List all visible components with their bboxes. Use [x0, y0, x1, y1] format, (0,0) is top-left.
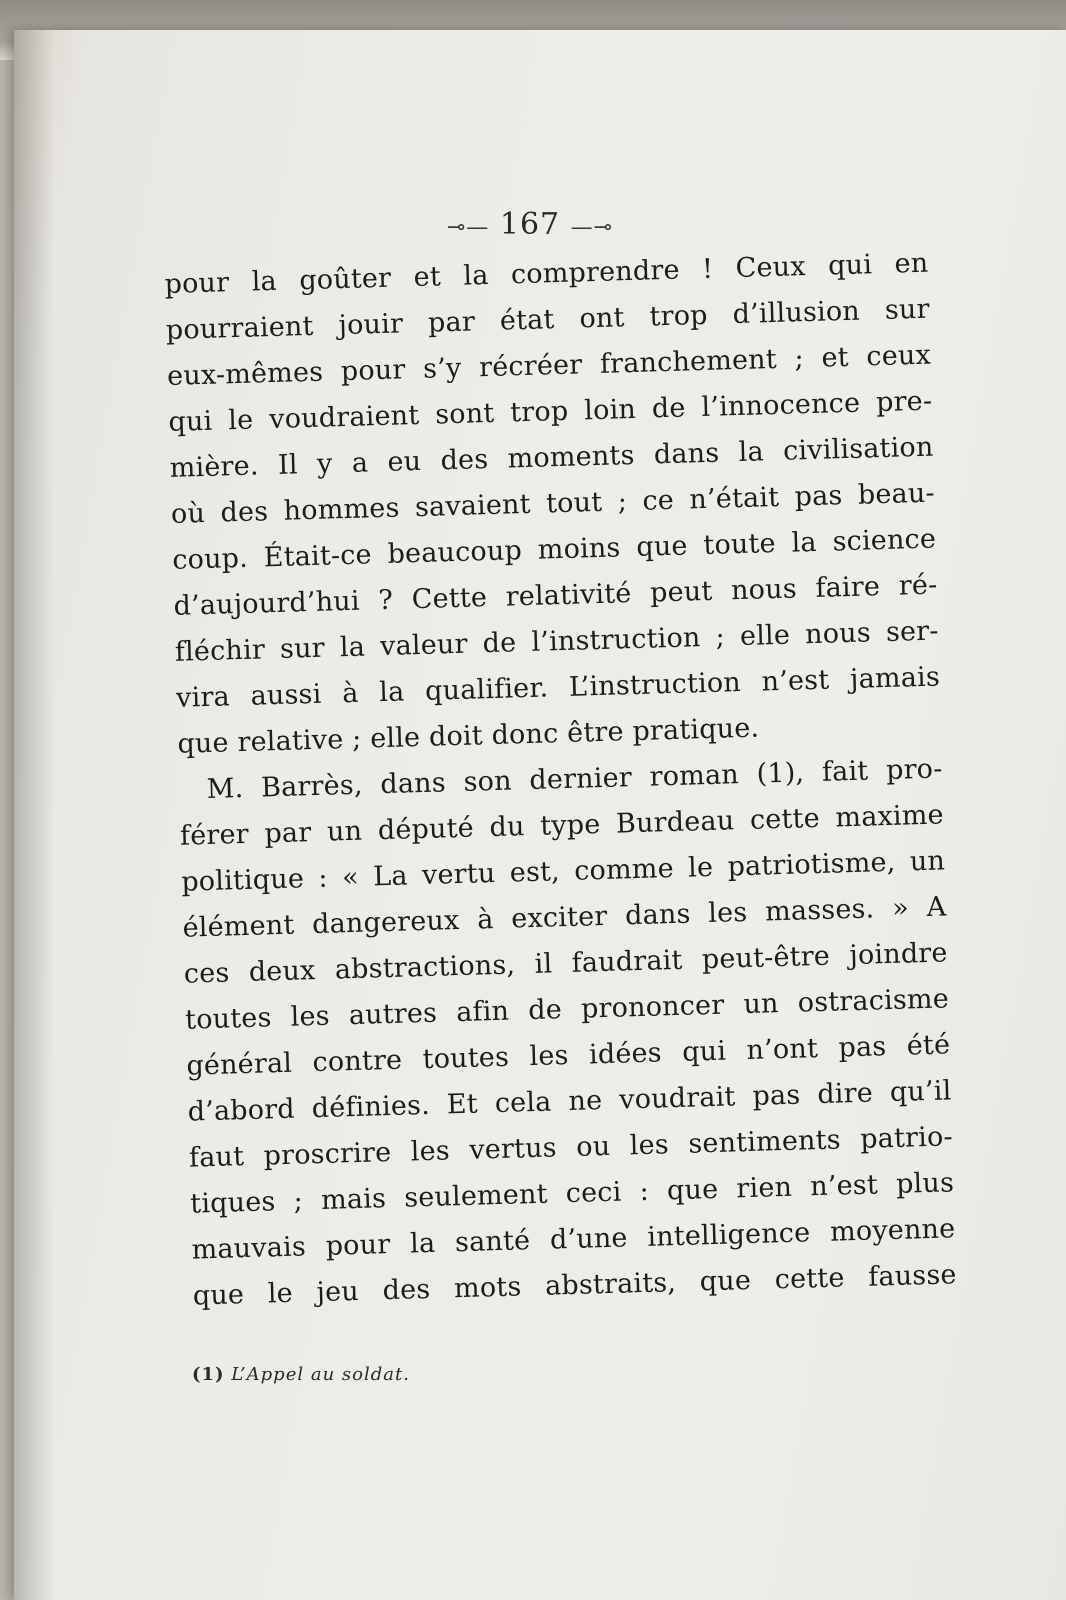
- text-line: élément dangereux à exciter dans les masses. » A: [182, 891, 947, 944]
- text-line: ces deux abstractions, il faudrait peut-être joindre: [183, 937, 949, 990]
- text-line: faut proscrire les vertus ou les sentiments patrio-: [188, 1121, 954, 1174]
- ornament-right: —⊸: [570, 215, 614, 240]
- text-line: vira aussi à la qualifier. L’instruction n’est jamais: [175, 661, 941, 714]
- text-line: férer par un député du type Burdeau cette maxime: [179, 799, 945, 852]
- text-line: eux-mêmes pour s’y récréer franchement ; et ceux: [166, 339, 932, 392]
- gutter-shadow: [14, 30, 54, 1600]
- body-text: [164, 241, 957, 1320]
- text-line: général contre toutes les idées qui n’ont pas été: [186, 1029, 951, 1082]
- text-line: mauvais pour la santé d’une intelligence moyenne: [191, 1213, 956, 1266]
- text-line: fléchir sur la valeur de l’instruction ; elle nous ser-: [174, 615, 940, 668]
- text-line: que le jeu des mots abstraits, que cette fausse: [192, 1259, 958, 1312]
- footnote-marker: (1): [192, 1364, 225, 1385]
- text-line: pourraient jouir par état ont trop d’illusion sur: [165, 293, 931, 346]
- text-line: tiques ; mais seulement ceci : que rien n’est plus: [189, 1167, 955, 1220]
- text-line: d’aujourd’hui ? Cette relativité peut nous faire ré-: [173, 569, 938, 622]
- text-line: qui le voudraient sont trop loin de l’innocence pre-: [168, 385, 933, 438]
- paragraph-2: [178, 746, 957, 1319]
- text-line: politique : « La vertu est, comme le patriotisme, un: [180, 845, 946, 898]
- text-line: d’abord définies. Et cela ne voudrait pas dire qu’il: [187, 1075, 952, 1128]
- ornament-left: ⊸—: [446, 215, 490, 240]
- text-line: pour la goûter et la comprendre ! Ceux qui en: [164, 247, 929, 300]
- text-line: où des hommes savaient tout ; ce n’était pas beau-: [170, 477, 936, 530]
- text-line: que relative ; elle doit donc être pratique.: [177, 712, 760, 760]
- page-number-header: [0, 207, 1060, 242]
- footnote: [192, 1364, 410, 1385]
- text-line: toutes les autres afin de prononcer un ostracisme: [184, 983, 950, 1036]
- page-number: 167: [499, 207, 561, 242]
- text-line: mière. Il y a eu des moments dans la civilisation: [169, 431, 934, 484]
- paragraph-1: [164, 241, 942, 768]
- text-line: M. Barrès, dans son dernier roman (1), fait pro-: [206, 753, 943, 806]
- footnote-text: L’Appel au soldat.: [231, 1364, 410, 1385]
- text-line: coup. Était-ce beaucoup moins que toute la science: [171, 523, 937, 576]
